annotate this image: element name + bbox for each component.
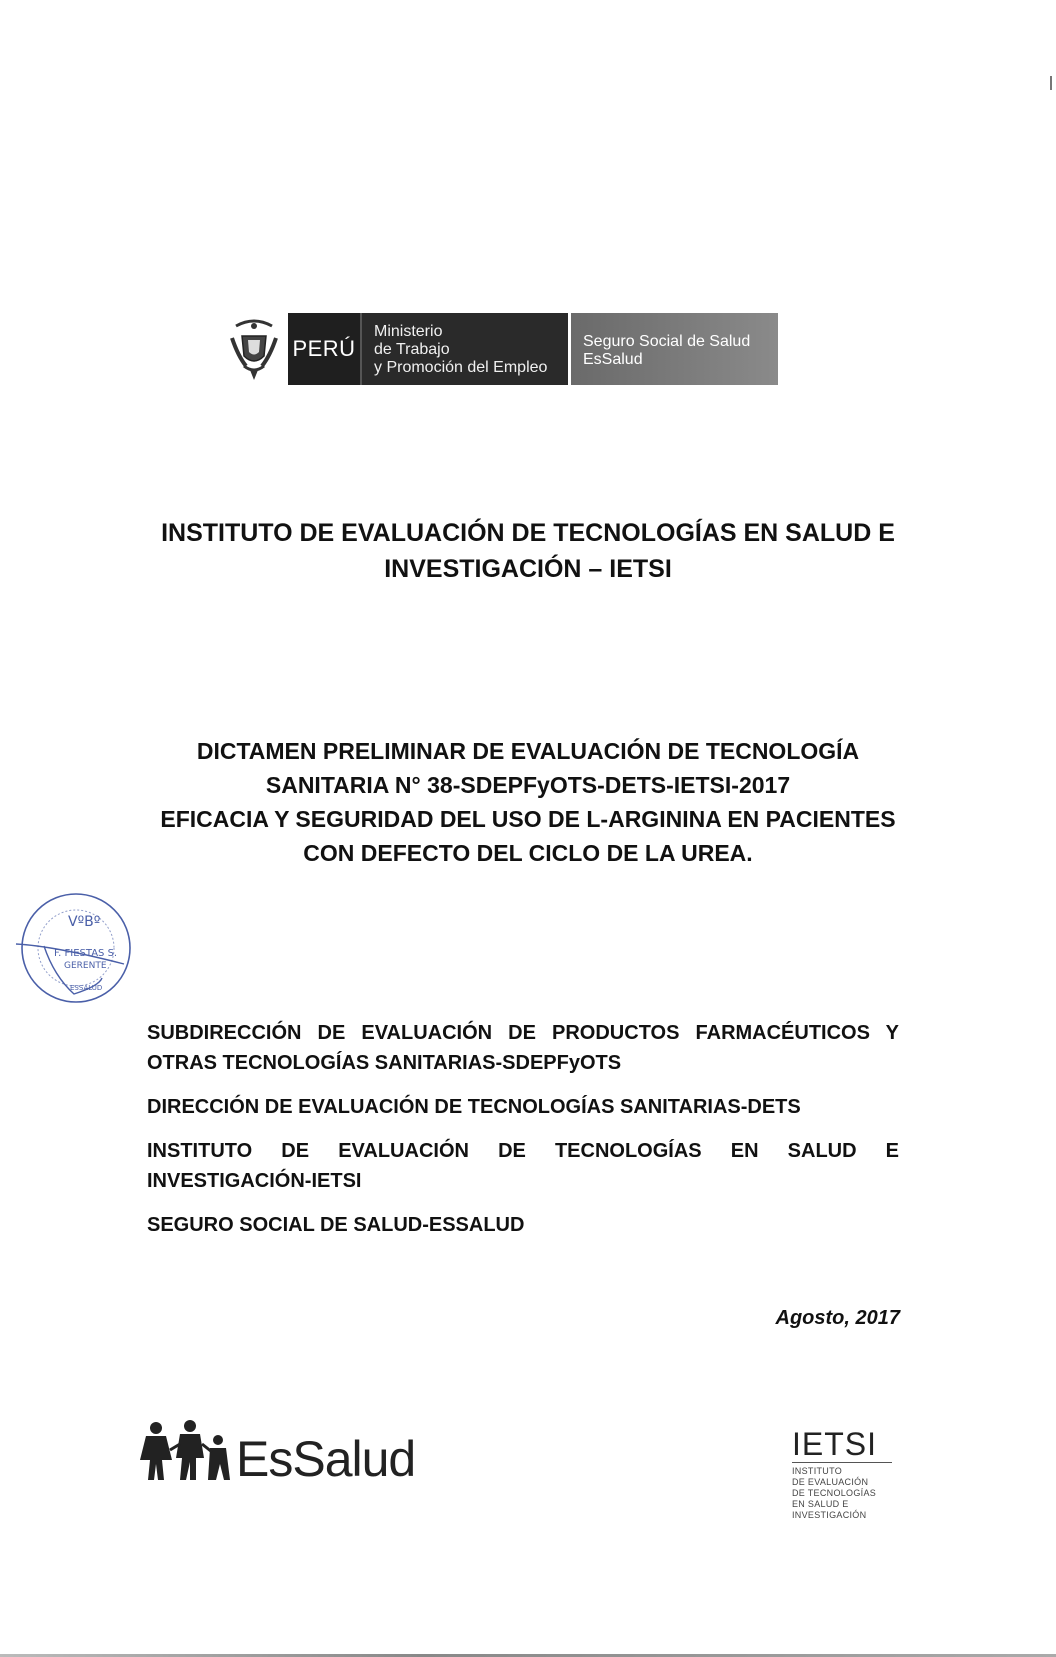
org-seguro: SEGURO SOCIAL DE SALUD-ESSALUD bbox=[147, 1214, 525, 1236]
dictamen-line: CON DEFECTO DEL CICLO DE LA UREA. bbox=[303, 840, 753, 866]
org-word: INSTITUTO bbox=[147, 1140, 253, 1162]
org-instituto bbox=[147, 1136, 899, 1196]
peru-label bbox=[288, 313, 360, 385]
org-word: EVALUACIÓN bbox=[338, 1140, 469, 1162]
org-subdireccion: SUBDIRECCIÓN DE EVALUACIÓN DE PRODUCTOS FARMACÉUTICOS Y OTRAS TECNOLOGÍAS SANITARIAS-SDEPFyOTS bbox=[147, 1022, 899, 1074]
family-figures-icon bbox=[136, 1420, 232, 1484]
ietsi-logo bbox=[792, 1428, 892, 1521]
scan-edge-mark bbox=[1050, 76, 1052, 90]
stamp-name: F. FIESTAS S. bbox=[54, 948, 118, 959]
ietsi-sub-line: DE EVALUACIÓN bbox=[792, 1477, 869, 1487]
institute-title bbox=[0, 515, 1056, 587]
dictamen-title bbox=[0, 734, 1056, 870]
ministerio-label bbox=[360, 313, 568, 385]
ietsi-sub-line: INSTITUTO bbox=[792, 1466, 843, 1476]
dictamen-line: SANITARIA N° 38-SDEPFyOTS-DETS-IETSI-2017 bbox=[265, 772, 791, 798]
org-word: SALUD bbox=[787, 1140, 857, 1162]
institute-title-line: INVESTIGACIÓN – IETSI bbox=[384, 555, 672, 583]
peru-coat-of-arms-icon bbox=[224, 313, 284, 385]
ministerio-line: y Promoción del Empleo bbox=[374, 359, 548, 376]
ietsi-mark: IETSI bbox=[792, 1428, 892, 1463]
ietsi-sub-line: INVESTIGACIÓN bbox=[792, 1510, 867, 1520]
essalud-line: Seguro Social de Salud bbox=[583, 333, 751, 350]
org-word: DE bbox=[281, 1140, 310, 1162]
ietsi-subtitle bbox=[792, 1466, 892, 1521]
dictamen-line: EFICACIA Y SEGURIDAD DEL USO DE L-ARGININA EN PACIENTES bbox=[160, 806, 896, 832]
document-date: Agosto, 2017 bbox=[775, 1307, 900, 1329]
ministerio-line: Ministerio bbox=[374, 323, 443, 340]
essalud-line: EsSalud bbox=[583, 351, 643, 368]
organizations-list bbox=[147, 1018, 899, 1254]
org-instituto-line2: INVESTIGACIÓN-IETSI bbox=[147, 1170, 362, 1192]
stamp-org: ESSALUD bbox=[70, 984, 103, 992]
government-header-banner bbox=[224, 313, 778, 385]
stamp-vb: VºBº bbox=[68, 914, 101, 930]
dictamen-line: DICTAMEN PRELIMINAR DE EVALUACIÓN DE TECNOLOGÍA bbox=[196, 738, 860, 764]
org-word: E bbox=[885, 1140, 899, 1162]
ietsi-sub-line: DE TECNOLOGÍAS bbox=[792, 1488, 877, 1498]
org-instituto-line1 bbox=[147, 1136, 899, 1166]
ministerio-line: de Trabajo bbox=[374, 341, 450, 358]
stamp-role: GERENTE bbox=[64, 961, 107, 971]
org-word: EN bbox=[730, 1140, 759, 1162]
ietsi-sub-line: EN SALUD E bbox=[792, 1499, 849, 1509]
approval-stamp bbox=[14, 886, 136, 1008]
org-word: DE bbox=[498, 1140, 526, 1162]
org-word: TECNOLOGÍAS bbox=[554, 1140, 702, 1162]
essalud-label bbox=[571, 313, 778, 385]
institute-title-line: INSTITUTO DE EVALUACIÓN DE TECNOLOGÍAS EN SALUD E bbox=[161, 519, 895, 547]
essalud-logo bbox=[136, 1420, 416, 1487]
org-direccion: DIRECCIÓN DE EVALUACIÓN DE TECNOLOGÍAS SANITARIAS-DETS bbox=[147, 1096, 801, 1118]
essalud-wordmark: EsSalud bbox=[236, 1431, 416, 1487]
peru-text: PERÚ bbox=[292, 336, 356, 361]
